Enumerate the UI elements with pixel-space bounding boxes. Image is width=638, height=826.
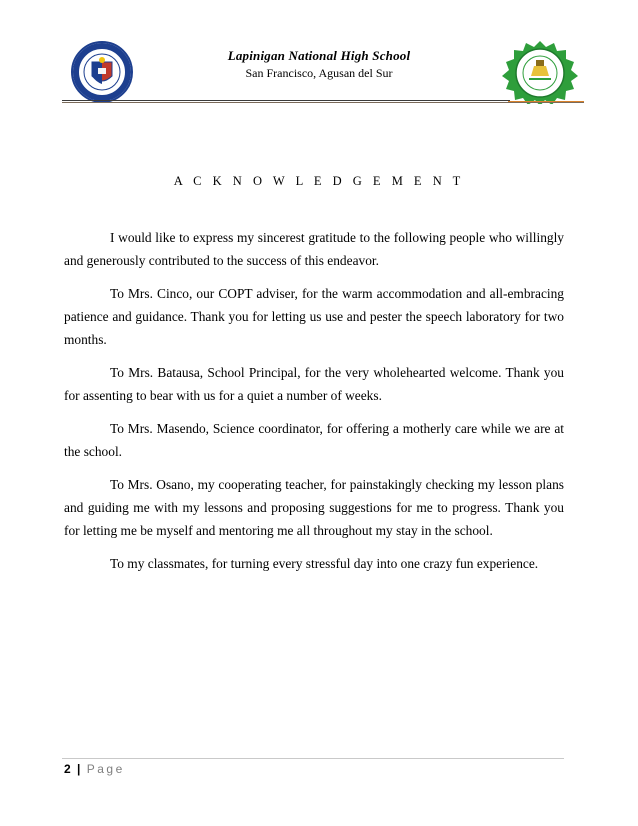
page-number: 2 — [64, 762, 71, 776]
document-body — [64, 226, 564, 585]
footer-rule — [62, 758, 564, 759]
page-label: Page — [86, 762, 125, 776]
header-underline — [62, 102, 584, 103]
paragraph: To Mrs. Cinco, our COPT adviser, for the warm accommodation and all-embracing patience and guidance. Thank you for letting us use and pester the speech laboratory for two months. — [64, 286, 564, 347]
header-rule — [62, 100, 510, 101]
paragraph: To my classmates, for turning every stressful day into one crazy fun experience. — [110, 556, 539, 571]
school-name: Lapinigan National High School — [227, 48, 411, 63]
school-seal-icon — [500, 40, 580, 104]
paragraph: To Mrs. Masendo, Science coordinator, for offering a motherly care while we are at the school. — [64, 421, 564, 459]
page-header — [0, 0, 638, 110]
footer-separator: | — [77, 762, 81, 776]
page-footer — [64, 762, 125, 776]
document-title: A C K N O W L E D G E M E N T — [173, 174, 465, 188]
school-address: San Francisco, Agusan del Sur — [245, 66, 393, 80]
paragraph: I would like to express my sincerest gratitude to the following people who willingly and generously contributed to the success of this endeavor. — [64, 230, 564, 268]
paragraph: To Mrs. Osano, my cooperating teacher, for painstakingly checking my lesson plans and guiding me with my lessons and proposing suggestions for me to progress. Thank you for letting me be myself and mentoring me all throughout my stay in the school. — [64, 477, 564, 538]
paragraph: To Mrs. Batausa, School Principal, for the very wholehearted welcome. Thank you for assenting to bear with us for a quiet a number of weeks. — [64, 365, 564, 403]
